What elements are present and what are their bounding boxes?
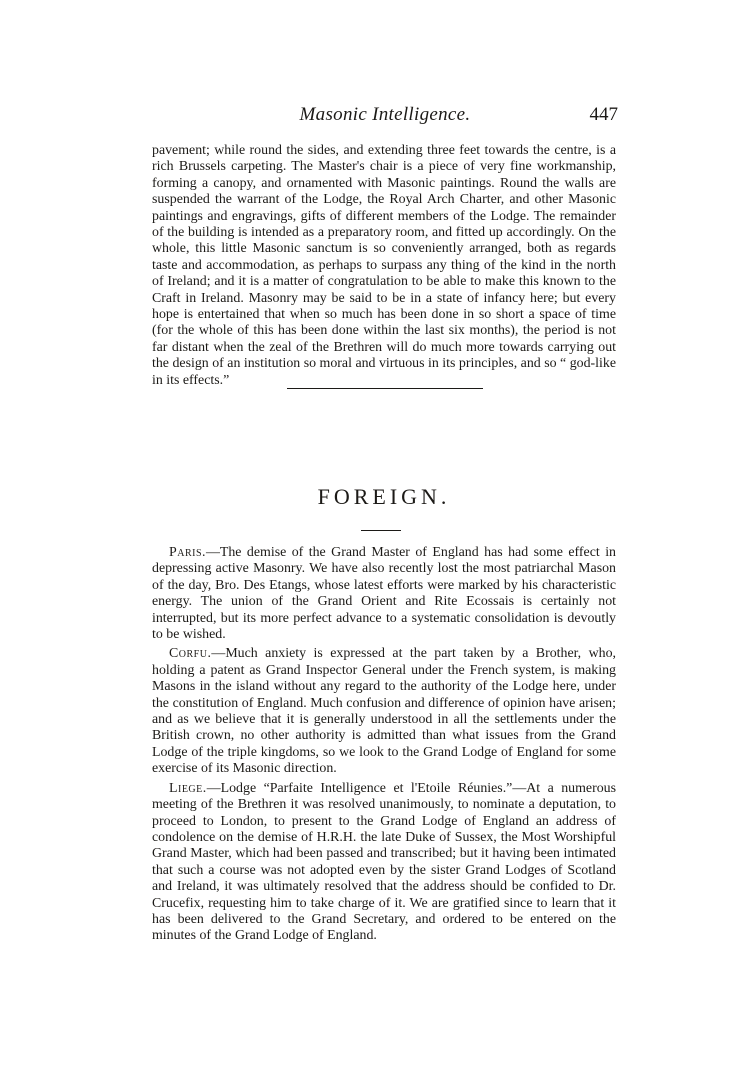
entry-place-name: Liege.	[169, 780, 207, 796]
foreign-entry-liege	[152, 781, 616, 945]
entry-text: —The demise of the Grand Master of England has had some effect in depressing active Masonry. We have also recently lost the most patriarchal Mason of the day, Bro. Des Etangs, whose latest efforts were marked by his characteristic energy. The union of the Grand Orient and Rite Ecossais is certainly not interrupted, but its more perfect advance to a systematic consolidation is devoutly to be wished.	[152, 545, 616, 643]
foreign-entry-corfu	[152, 646, 616, 777]
running-title: Masonic Intelligence.	[299, 104, 471, 125]
page-number: 447	[589, 104, 618, 125]
entry-text: —Much anxiety is expressed at the part taken by a Brother, who, holding a patent as Grand Inspector General under the French system, is making Masons in the island without any regard to the authority of the Lodge here, under the constitution of England. Much confusion and difference of opinion have arisen; and as we believe that it is generally understood in all the settlements under the British crown, no other authority is admitted than what issues from the Grand Lodge of the triple kingdoms, so we look to the Grand Lodge of England for some exercise of its Masonic direction.	[152, 646, 616, 777]
entry-place-name: Corfu.	[169, 646, 212, 662]
page-header	[152, 104, 618, 128]
continued-paragraph: pavement; while round the sides, and extending three feet towards the centre, is a rich Brussels carpeting. The Master's chair is a piece of very fine workmanship, forming a canopy, and ornamented with Masonic paintings. Round the walls are suspended the warrant of the Lodge, the Royal Arch Charter, and other Masonic paintings and engravings, gifts of different members of the Lodge. The remainder of the building is intended as a preparatory room, and fitted up accordingly. On the whole, this little Masonic sanctum is so conveniently arranged, both as regards taste and accommodation, as perhaps to surpass any thing of the kind in the north of Ireland; and it is a matter of congratulation to be able to make this known to the Craft in Ireland. Masonry may be said to be in a state of infancy here; but every hope is entertained that when so much has been done in so short a space of time (for the whole of this has been done within the last six months), the period is not far distant when the zeal of the Brethren will do much more towards carrying out the design of an institution so moral and virtuous in its principles, and so “ god-like in its effects.”	[152, 143, 616, 388]
continued-paragraph-block	[152, 143, 616, 389]
entry-text: —Lodge “Parfaite Intelligence et l'Etoile Réunies.”—At a numerous meeting of the Brethren it was resolved unanimously, to nominate a deputation, to proceed to London, to present to the Grand Lodge of England an address of condolence on the demise of H.R.H. the late Duke of Sussex, the Most Worshipful Grand Master, which had been passed and transcribed; but it having been intimated that such a course was not adopted even by the sister Grand Lodges of Scotland and Ireland, it was ultimately resolved that the address should be confided to Dr. Crucefix, requesting him to take charge of it. We are gratified since to learn that it has been delivered to the Grand Secretary, and ordered to be entered on the minutes of the Grand Lodge of England.	[152, 780, 616, 944]
foreign-section-body	[152, 545, 616, 948]
heading-underline-rule	[361, 530, 401, 531]
section-divider-rule	[287, 388, 483, 389]
foreign-entry-paris	[152, 545, 616, 643]
entry-place-name: Paris.	[169, 545, 206, 560]
section-heading: FOREIGN.	[317, 484, 451, 509]
